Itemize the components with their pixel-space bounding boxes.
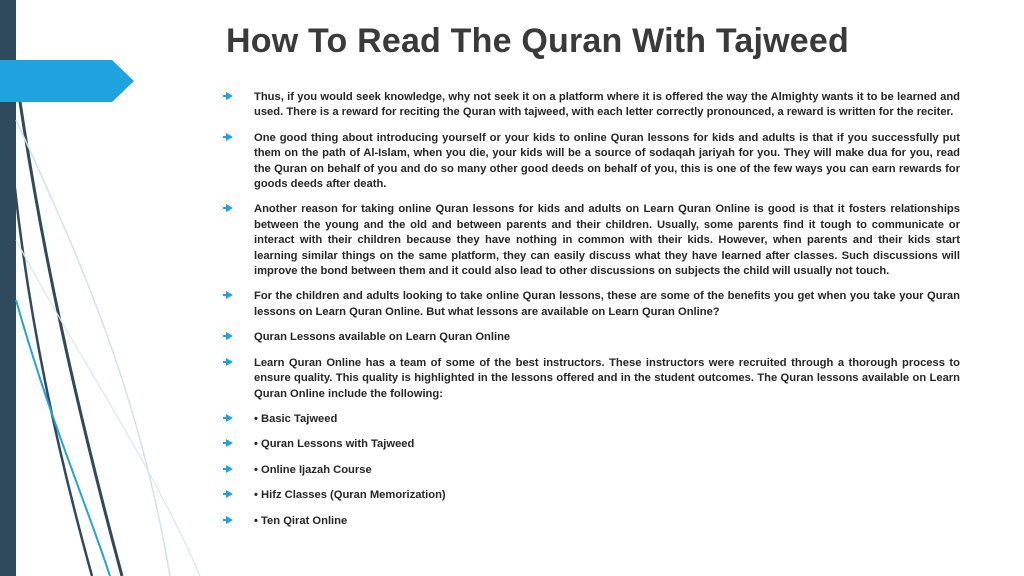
arrow-bullet-icon <box>226 465 233 473</box>
arrow-bullet-icon <box>226 516 233 524</box>
bullet-item <box>226 330 960 345</box>
arrow-bullet-icon <box>226 490 233 498</box>
arrow-bullet-icon <box>226 291 233 299</box>
bullet-text: • Quran Lessons with Tajweed <box>254 438 415 451</box>
arrow-bullet-icon <box>226 332 233 340</box>
bullet-text: For the children and adults looking to take online Quran lessons, these are some of the benefits you get when you take your Quran lessons on Learn Quran Online. But what lessons are available on Learn Quran Online? <box>254 290 960 318</box>
bullet-item <box>226 437 960 452</box>
bullet-item <box>226 514 960 529</box>
bullet-text: Learn Quran Online has a team of some of the best instructors. These instructors were recruited through a thorough process to ensure quality. This quality is highlighted in the lessons offered and in the student outcomes. The Quran lessons available on Learn Quran Online include the following: <box>254 356 960 400</box>
bullet-item <box>226 463 960 478</box>
bullet-text: One good thing about introducing yourself or your kids to online Quran lessons for kids and adults is that if you successfully put them on the path of Al-Islam, when you die, your kids will be a source of sodaqah jariyah for you. They will make dua for you, read the Quran on behalf of you and do so many other good deeds on behalf of you, this is one of the few ways you can earn rewards for goods deeds after death. <box>254 131 960 191</box>
bullet-item <box>226 356 960 402</box>
arrow-bullet-icon <box>226 133 233 141</box>
bullet-item <box>226 412 960 427</box>
bullet-item <box>226 488 960 503</box>
bullet-text: Thus, if you would seek knowledge, why not seek it on a platform where it is offered the way the Almighty wants it to be learned and used. There is a reward for reciting the Quran with tajweed, with each letter correctly pronounced, a reward is written for the reciter. <box>254 91 960 119</box>
bullet-text: • Basic Tajweed <box>254 412 338 425</box>
bullet-list <box>226 90 960 539</box>
bullet-text: Quran Lessons available on Learn Quran Online <box>254 331 511 344</box>
arrow-bullet-icon <box>226 358 233 366</box>
bullet-text: Another reason for taking online Quran lessons for kids and adults on Learn Quran Online is good is that it fosters relationships between the young and the old and between parents and their children. Usually, some parents find it tough to communicate or interact with their children because they have nothing in common with their kids. However, when parents and their kids start learning similar things on the same platform, they can easily discuss what they have learned after classes. Such discussions will improve the bond between them and it could also lead to other discussions on subjects the child will usually not touch. <box>254 203 960 278</box>
page-title: How To Read The Quran With Tajweed <box>226 22 849 60</box>
bullet-text: • Online Ijazah Course <box>254 463 372 476</box>
arrow-bullet-icon <box>226 204 233 212</box>
arrow-bullet-icon <box>226 414 233 422</box>
bullet-item <box>226 289 960 320</box>
arrow-bullet-icon <box>226 92 233 100</box>
bullet-item <box>226 90 960 121</box>
bullet-text: • Ten Qirat Online <box>254 514 348 527</box>
bullet-text: • Hifz Classes (Quran Memorization) <box>254 489 446 502</box>
arrow-bullet-icon <box>226 439 233 447</box>
accent-arrow-tab <box>0 60 134 102</box>
bullet-item <box>226 202 960 279</box>
bullet-item <box>226 131 960 193</box>
